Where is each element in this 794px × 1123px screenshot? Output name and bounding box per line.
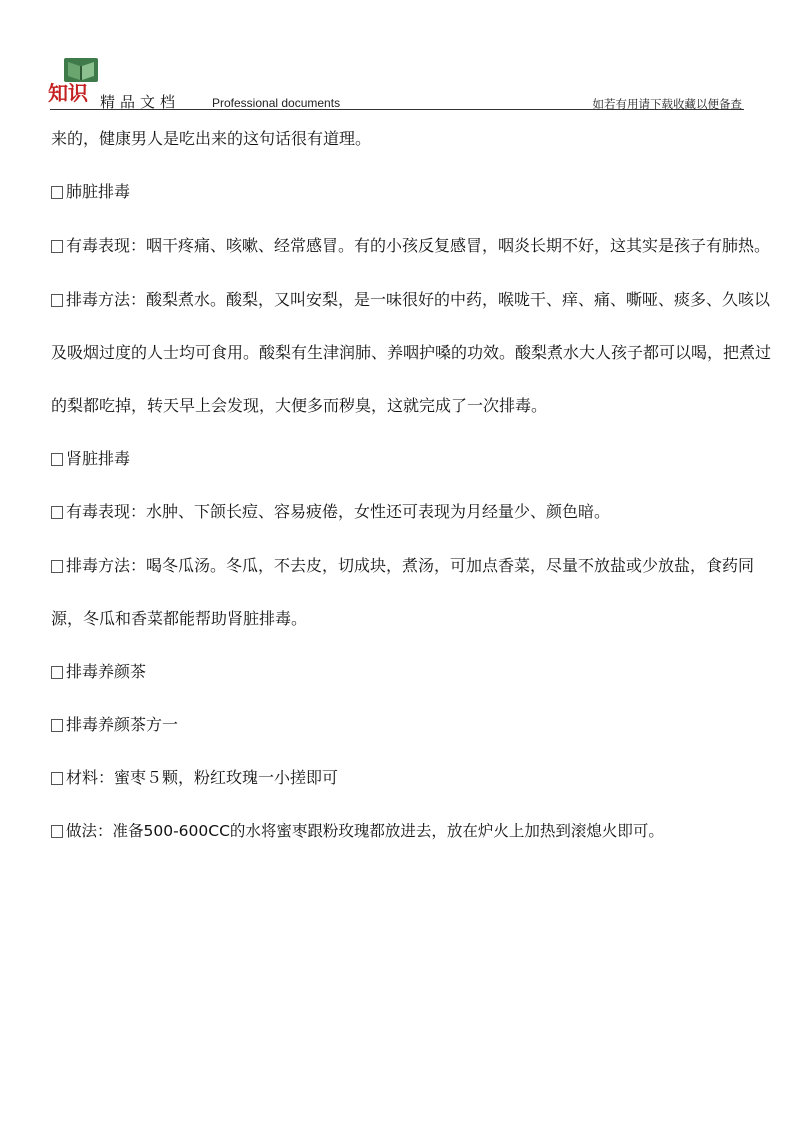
page-header — [0, 0, 794, 112]
paragraph-9 — [51, 765, 771, 791]
checkbox-glyph-icon — [51, 719, 63, 732]
checkbox-glyph-icon — [51, 240, 63, 253]
paragraph-text: 肾脏排毒 — [66, 449, 131, 468]
checkbox-glyph-icon — [51, 294, 63, 307]
checkbox-glyph-icon — [51, 560, 63, 573]
paragraph-3 — [51, 273, 771, 432]
section-heading — [51, 659, 771, 685]
paragraph-text: 排毒方法：酸梨煮水。酸梨，又叫安梨，是一味很好的中药，喉咙干、痒、痛、嘶哑、痰多、久咳以及吸烟过度的人士均可食用。酸梨有生津润肺、养咽护嗓的功效。酸梨煮水大人孩子都可以喝，把煮过的梨都吃掉，转天早上会发现，大便多而秽臭，这就完成了一次排毒。 — [51, 290, 772, 415]
checkbox-glyph-icon — [51, 453, 63, 466]
brand-title: 精品文档 — [100, 93, 181, 111]
checkbox-glyph-icon — [51, 186, 63, 199]
book-logo-icon — [46, 54, 108, 106]
sub-heading — [51, 712, 771, 738]
paragraph-0 — [51, 126, 771, 152]
brand-subtitle: Professional documents — [212, 96, 341, 110]
paragraph-text: 材料：蜜枣５颗，粉红玫瑰一小搓即可 — [66, 768, 339, 787]
checkbox-glyph-icon — [51, 825, 63, 838]
svg-text:知识: 知识 — [48, 81, 88, 105]
paragraph-text: 有毒表现：咽干疼痛、咳嗽、经常感冒。有的小孩反复感冒，咽炎长期不好，这其实是孩子有肺热。 — [66, 236, 771, 255]
checkbox-glyph-icon — [51, 666, 63, 679]
paragraph-text: 有毒表现：水肿、下颌长痘、容易疲倦，女性还可表现为月经量少、颜色暗。 — [66, 502, 611, 521]
document-body — [51, 126, 771, 871]
paragraph-text: 排毒养颜茶 — [66, 662, 147, 681]
paragraph-text: 做法：准备500-600CC的水将蜜枣跟粉玫瑰都放进去，放在炉火上加热到滚熄火即可。 — [66, 822, 664, 840]
section-heading — [51, 446, 771, 472]
paragraph-text: 肺脏排毒 — [66, 182, 131, 201]
section-heading — [51, 179, 771, 205]
header-divider — [50, 109, 744, 110]
paragraph-5 — [51, 499, 771, 525]
paragraph-text: 排毒方法：喝冬瓜汤。冬瓜，不去皮，切成块，煮汤，可加点香菜，尽量不放盐或少放盐，食药同源，冬瓜和香菜都能帮助肾脏排毒。 — [51, 556, 755, 628]
checkbox-glyph-icon — [51, 772, 63, 785]
paragraph-text: 来的，健康男人是吃出来的这句话很有道理。 — [51, 129, 372, 148]
paragraph-10 — [51, 818, 771, 844]
checkbox-glyph-icon — [51, 506, 63, 519]
paragraph-2 — [51, 219, 771, 272]
paragraph-6 — [51, 539, 771, 645]
header-note: 如若有用请下载收藏以便备查 — [592, 97, 742, 111]
paragraph-text: 排毒养颜茶方一 — [66, 715, 179, 734]
